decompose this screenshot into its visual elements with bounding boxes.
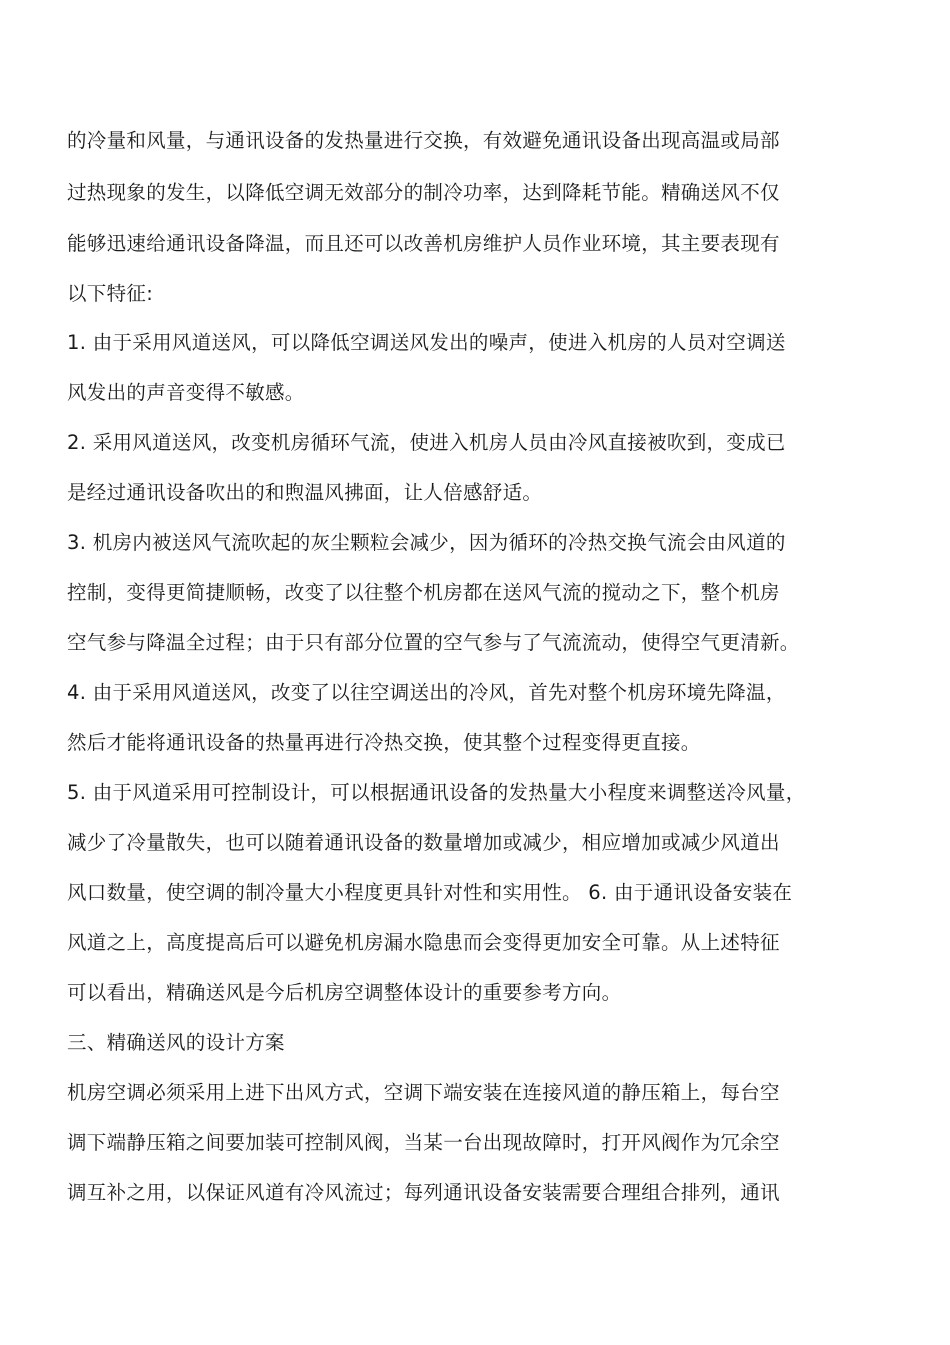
list-item-line: 减少了冷量散失，也可以随着通讯设备的数量增加或减少，相应增加或减少风道出 <box>67 831 780 854</box>
section-heading: 三、精确送风的设计方案 <box>67 1031 285 1054</box>
list-item-line: 风发出的声音变得不敏感。 <box>67 381 305 404</box>
list-item-line: 可以看出，精确送风是今后机房空调整体设计的重要参考方向。 <box>67 981 622 1004</box>
paragraph-line: 以下特征: <box>67 282 154 305</box>
paragraph-line: 能够迅速给通讯设备降温，而且还可以改善机房维护人员作业环境，其主要表现有 <box>67 232 780 255</box>
paragraph-line: 调互补之用，以保证风道有冷风流过；每列通讯设备安装需要合理组合排列，通讯 <box>67 1181 780 1204</box>
paragraph-line: 机房空调必须采用上进下出风方式，空调下端安装在连接风道的静压箱上，每台空 <box>67 1081 780 1104</box>
list-item-line: 是经过通讯设备吹出的和煦温风拂面，让人倍感舒适。 <box>67 481 543 504</box>
paragraph-line: 的冷量和风量，与通讯设备的发热量进行交换，有效避免通讯设备出现高温或局部 <box>67 129 780 152</box>
list-item-line: 5. 由于风道采用可控制设计，可以根据通讯设备的发热量大小程度来调整送冷风量， <box>67 781 806 804</box>
paragraph-line: 过热现象的发生，以降低空调无效部分的制冷功率，达到降耗节能。精确送风不仅 <box>67 181 780 204</box>
list-item-line: 2. 采用风道送风，改变机房循环气流，使进入机房人员由冷风直接被吹到，变成已 <box>67 431 786 454</box>
list-item-line: 3. 机房内被送风气流吹起的灰尘颗粒会减少，因为循环的冷热交换气流会由风道的 <box>67 531 786 554</box>
list-item-line: 空气参与降温全过程；由于只有部分位置的空气参与了气流流动，使得空气更清新。 <box>67 631 800 654</box>
list-item-line: 然后才能将通讯设备的热量再进行冷热交换，使其整个过程变得更直接。 <box>67 731 701 754</box>
list-item-line: 4. 由于采用风道送风，改变了以往空调送出的冷风，首先对整个机房环境先降温， <box>67 681 786 704</box>
list-item-line: 1. 由于采用风道送风，可以降低空调送风发出的噪声，使进入机房的人员对空调送 <box>67 331 786 354</box>
list-item-line: 风口数量，使空调的制冷量大小程度更具针对性和实用性。 6. 由于通讯设备安装在 <box>67 881 793 904</box>
paragraph-line: 调下端静压箱之间要加装可控制风阀，当某一台出现故障时，打开风阀作为冗余空 <box>67 1131 780 1154</box>
list-item-line: 控制，变得更简捷顺畅，改变了以往整个机房都在送风气流的搅动之下，整个机房 <box>67 581 780 604</box>
list-item-line: 风道之上，高度提高后可以避免机房漏水隐患而会变得更加安全可靠。从上述特征 <box>67 931 780 954</box>
